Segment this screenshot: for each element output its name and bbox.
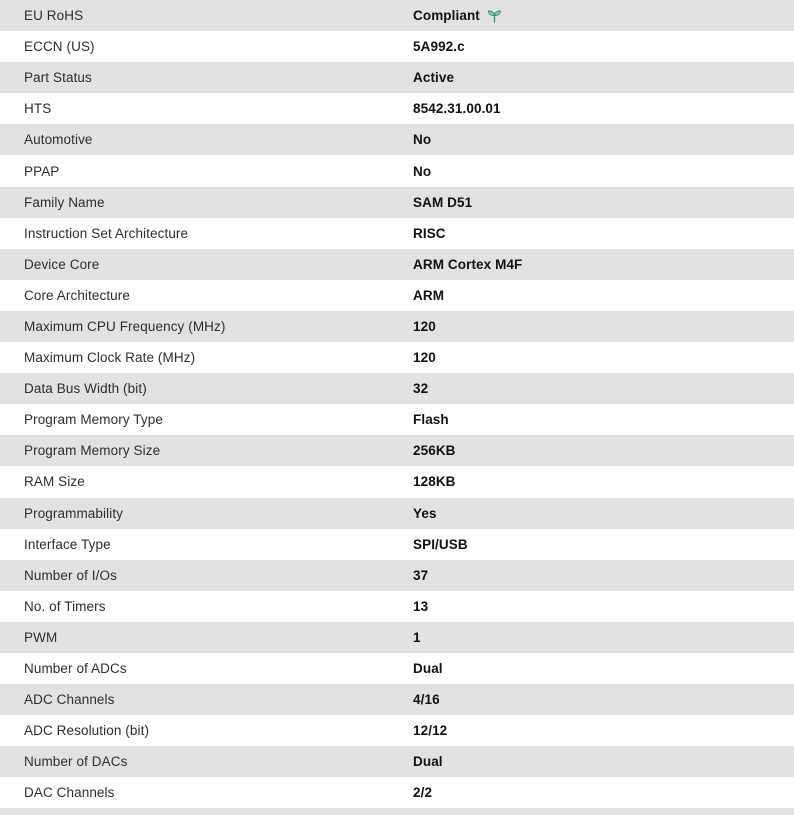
spec-value bbox=[413, 723, 794, 738]
spec-value bbox=[413, 568, 794, 583]
spec-label: Number of ADCs bbox=[24, 661, 127, 677]
spec-label: ECCN (US) bbox=[24, 39, 95, 55]
spec-row bbox=[0, 684, 794, 715]
spec-row bbox=[0, 466, 794, 497]
spec-value-text: Yes bbox=[413, 505, 437, 521]
spec-value-text: No bbox=[413, 132, 432, 148]
spec-row bbox=[0, 777, 794, 808]
spec-value-text: Dual bbox=[413, 661, 443, 677]
spec-row bbox=[0, 653, 794, 684]
spec-value bbox=[413, 257, 794, 272]
spec-value bbox=[413, 8, 794, 24]
spec-value-text: 37 bbox=[413, 567, 429, 583]
spec-row bbox=[0, 622, 794, 653]
spec-label: Number of I/Os bbox=[24, 567, 117, 583]
spec-value-text: 256KB bbox=[413, 443, 456, 459]
spec-label: Data Bus Width (bit) bbox=[24, 381, 147, 397]
spec-label: Interface Type bbox=[24, 536, 111, 552]
spec-value-text: 120 bbox=[413, 350, 436, 366]
spec-value bbox=[413, 630, 794, 645]
spec-value-text: RISC bbox=[413, 225, 446, 241]
spec-value bbox=[413, 319, 794, 334]
spec-label: Maximum CPU Frequency (MHz) bbox=[24, 318, 226, 334]
spec-label: No. of Timers bbox=[24, 598, 106, 614]
spec-row bbox=[0, 591, 794, 622]
spec-label: Device Core bbox=[24, 256, 100, 272]
spec-label: EU RoHS bbox=[24, 8, 84, 24]
spec-row bbox=[0, 249, 794, 280]
spec-label: ADC Channels bbox=[24, 692, 115, 708]
spec-label: PWM bbox=[24, 629, 58, 645]
spec-value-text: 8542.31.00.01 bbox=[413, 101, 501, 117]
spec-value bbox=[413, 70, 794, 85]
spec-value-text: ARM Cortex M4F bbox=[413, 256, 523, 272]
spec-value bbox=[413, 132, 794, 147]
spec-value bbox=[413, 692, 794, 707]
spec-value bbox=[413, 506, 794, 521]
spec-row bbox=[0, 187, 794, 218]
spec-row bbox=[0, 404, 794, 435]
spec-value bbox=[413, 39, 794, 54]
spec-value bbox=[413, 350, 794, 365]
spec-value bbox=[413, 412, 794, 427]
spec-label: Core Architecture bbox=[24, 287, 130, 303]
spec-label: Automotive bbox=[24, 132, 93, 148]
spec-row bbox=[0, 93, 794, 124]
spec-value bbox=[413, 785, 794, 800]
spec-row bbox=[0, 435, 794, 466]
spec-value-text: ARM bbox=[413, 287, 445, 303]
spec-value bbox=[413, 164, 794, 179]
spec-value bbox=[413, 474, 794, 489]
spec-value-text: 4/16 bbox=[413, 692, 440, 708]
spec-label: HTS bbox=[24, 101, 52, 117]
spec-value-text: 128KB bbox=[413, 474, 456, 490]
spec-value-text: 120 bbox=[413, 318, 436, 334]
spec-value-text: 1 bbox=[413, 629, 421, 645]
spec-value-text: SAM D51 bbox=[413, 194, 473, 210]
spec-value bbox=[413, 661, 794, 676]
spec-value-text: Active bbox=[413, 70, 455, 86]
spec-value-text: 2/2 bbox=[413, 785, 433, 801]
spec-row bbox=[0, 311, 794, 342]
spec-value-text: SPI/USB bbox=[413, 536, 468, 552]
spec-row bbox=[0, 746, 794, 777]
spec-value-text: 32 bbox=[413, 381, 429, 397]
spec-value bbox=[413, 288, 794, 303]
spec-row bbox=[0, 155, 794, 186]
spec-label: Family Name bbox=[24, 194, 105, 210]
spec-value-text: 12/12 bbox=[413, 723, 448, 739]
spec-label: Instruction Set Architecture bbox=[24, 225, 189, 241]
spec-row bbox=[0, 31, 794, 62]
spec-row bbox=[0, 342, 794, 373]
spec-row bbox=[0, 715, 794, 746]
spec-value bbox=[413, 101, 794, 116]
spec-label: Program Memory Size bbox=[24, 443, 161, 459]
spec-value bbox=[413, 226, 794, 241]
spec-row bbox=[0, 529, 794, 560]
spec-label: Part Status bbox=[24, 70, 92, 86]
spec-label: Maximum Clock Rate (MHz) bbox=[24, 350, 196, 366]
spec-value bbox=[413, 537, 794, 552]
spec-value bbox=[413, 195, 794, 210]
partial-next-row bbox=[0, 808, 794, 815]
spec-label: DAC Channels bbox=[24, 785, 115, 801]
spec-label: PPAP bbox=[24, 163, 60, 179]
spec-label: Number of DACs bbox=[24, 754, 128, 770]
spec-label: ADC Resolution (bit) bbox=[24, 723, 150, 739]
spec-value bbox=[413, 599, 794, 614]
spec-row bbox=[0, 280, 794, 311]
spec-row bbox=[0, 62, 794, 93]
spec-row bbox=[0, 0, 794, 31]
spec-row bbox=[0, 560, 794, 591]
spec-value-text: 5A992.c bbox=[413, 39, 465, 55]
spec-value bbox=[413, 443, 794, 458]
spec-row bbox=[0, 124, 794, 155]
spec-row bbox=[0, 218, 794, 249]
spec-label: RAM Size bbox=[24, 474, 85, 490]
spec-value-text: No bbox=[413, 163, 432, 179]
spec-value-text: Compliant bbox=[413, 8, 480, 24]
spec-label: Program Memory Type bbox=[24, 412, 163, 428]
spec-value bbox=[413, 381, 794, 396]
spec-row bbox=[0, 498, 794, 529]
spec-value bbox=[413, 754, 794, 769]
spec-label: Programmability bbox=[24, 505, 124, 521]
spec-value-text: Flash bbox=[413, 412, 449, 428]
spec-value-text: Dual bbox=[413, 754, 443, 770]
leaf-sprout-icon bbox=[487, 8, 503, 24]
spec-row bbox=[0, 373, 794, 404]
spec-value-text: 13 bbox=[413, 598, 429, 614]
